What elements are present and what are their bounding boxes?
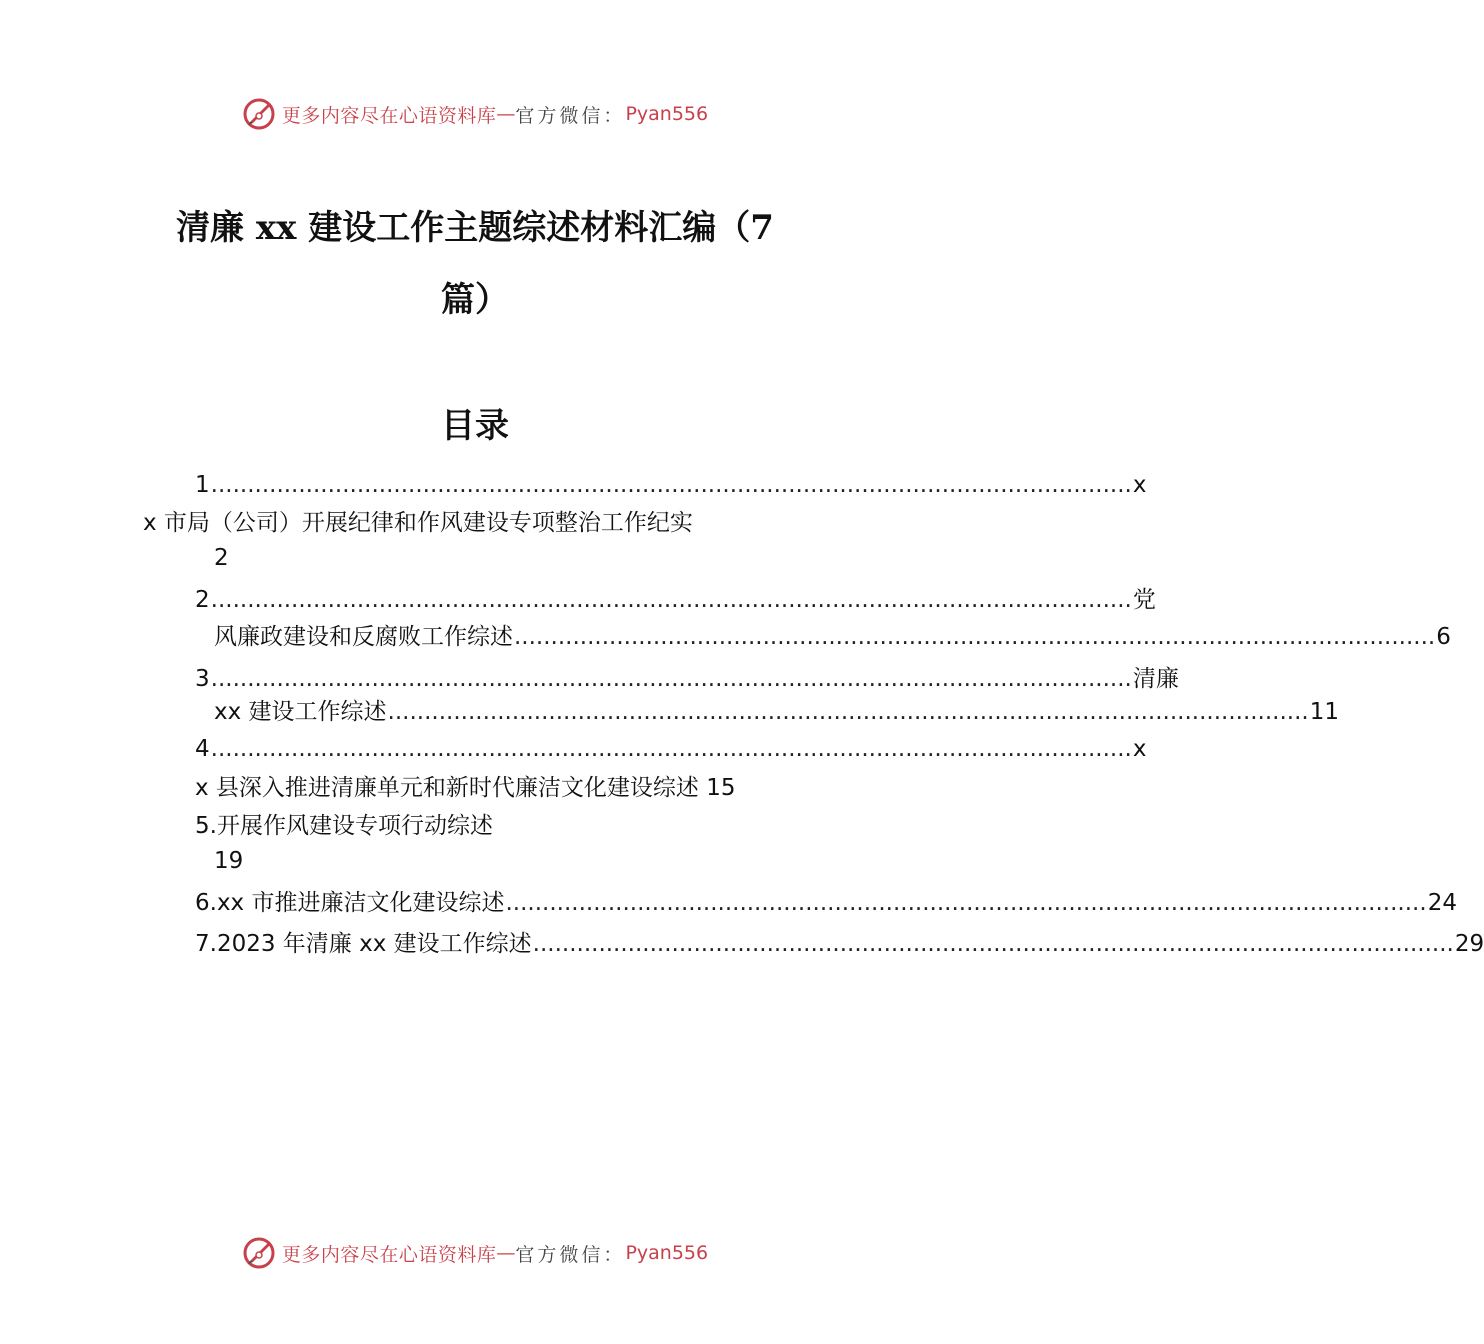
toc-entry-2-tail: 党 [1132,587,1156,613]
toc-entry-4-lead[interactable] [195,734,1147,764]
document-title: 清廉 xx 建设工作主题综述材料汇编（7 篇） [176,208,774,320]
toc-entry-3-number: 3 [195,666,210,692]
toc-entry-5-page: 19 [214,848,244,874]
toc-entry-6-page: 24 [1427,890,1457,916]
toc-entry-3-page: 11 [1309,699,1340,725]
toc-entry-2-title-row[interactable] [214,622,1451,652]
quill-logo-icon [242,1236,276,1270]
dot-leader: .............................................................................................................................. [505,890,1427,916]
toc-entry-1-lead[interactable] [195,470,1147,500]
dot-leader: .............................................................................................................................. [210,736,1132,762]
toc-entry-3-title: xx 建设工作综述 [214,699,387,725]
header-banner [0,94,950,134]
toc-entry-1-page: 2 [214,545,229,571]
dot-leader: .............................................................................................................................. [210,666,1132,692]
dot-leader: .............................................................................................................................. [514,624,1436,650]
toc-entry-4-tail: x [1132,736,1147,762]
toc-entry-3-lead[interactable] [195,664,1179,694]
toc-entry-2-page: 6 [1436,624,1451,650]
toc-entry-2-number: 2 [195,587,210,613]
banner-text: 更多内容尽在心语资料库 [281,1243,497,1266]
banner-dash: — [496,103,516,125]
toc-entry-7-title: 7.2023 年清廉 xx 建设工作综述 [195,931,532,957]
banner-text: 更多内容尽在心语资料库 [281,104,497,127]
banner-wechat-label: 官方微信： [515,1243,626,1266]
banner-wechat-label: 官方微信： [515,104,626,127]
toc-entry-3-title-row[interactable] [214,697,1340,727]
toc-heading: 目录 [441,406,509,446]
footer-banner [0,1233,950,1273]
dot-leader: .............................................................................................................................. [532,931,1454,957]
toc-entry-1-number: 1 [195,472,210,498]
toc-entry-6-title: 6.xx 市推进廉洁文化建设综述 [195,890,505,916]
toc-entry-2-title: 风廉政建设和反腐败工作综述 [214,624,513,650]
toc-entry-1-tail: x [1132,472,1147,498]
dot-leader: .............................................................................................................................. [210,472,1132,498]
toc-entry-6[interactable] [195,888,1457,918]
toc-entry-5-title[interactable]: 5.开展作风建设专项行动综述 [195,813,493,839]
toc-entry-4-number: 4 [195,736,210,762]
toc-entry-1-title[interactable]: x 市局（公司）开展纪律和作风建设专项整治工作纪实 [143,510,693,536]
toc-entry-7[interactable] [195,929,1484,959]
banner-dash: — [496,1242,516,1264]
toc-entry-7-page: 29 [1454,931,1484,957]
toc-entry-2-lead[interactable] [195,585,1156,615]
banner-wechat-id: Pyan556 [625,1242,709,1264]
dot-leader: .............................................................................................................................. [387,699,1309,725]
dot-leader: .............................................................................................................................. [210,587,1132,613]
toc-entry-3-tail: 清廉 [1132,666,1179,692]
banner-wechat-id: Pyan556 [625,103,709,125]
quill-logo-icon [242,97,276,131]
toc-entry-4-title[interactable]: x 县深入推进清廉单元和新时代廉洁文化建设综述 15 [195,775,736,801]
